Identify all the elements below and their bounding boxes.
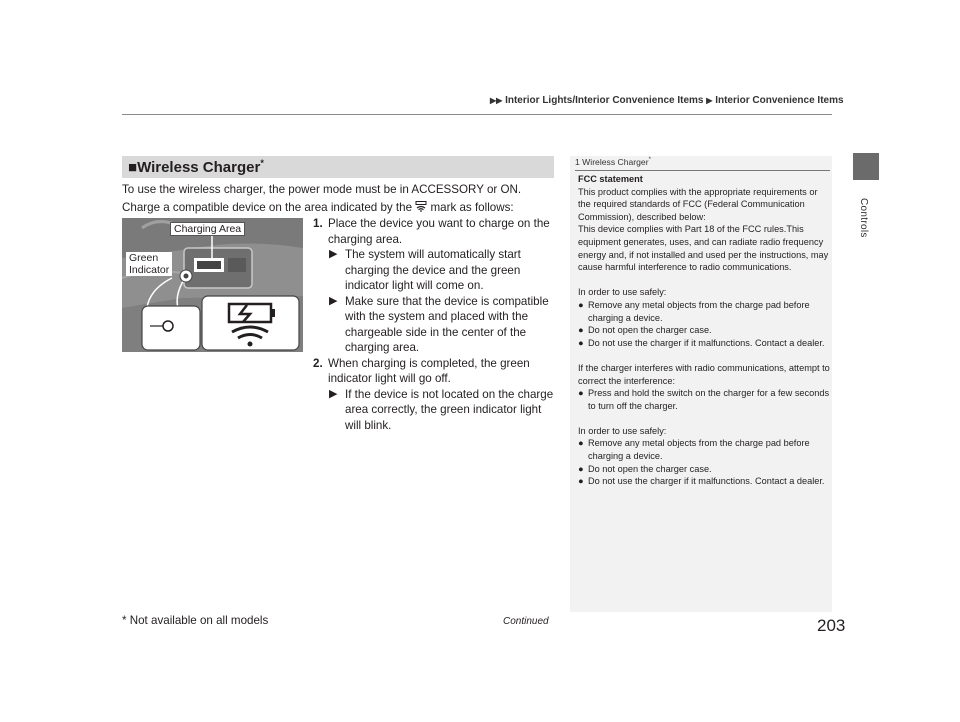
safety-title-1: In order to use safely: — [578, 287, 667, 298]
fcc-text: This product complies with the appropriate requirements or the required standards of FCC (Federal Communication Commission), described below: — [578, 186, 818, 222]
callout-charging-area: Charging Area — [170, 222, 245, 236]
continued-label: Continued — [503, 616, 549, 627]
breadcrumb-item-parent[interactable]: Interior Lights/Interior Convenience Items — [505, 95, 704, 106]
asterisk-mark: * — [260, 158, 264, 168]
bullet-icon: ● — [578, 299, 584, 310]
breadcrumb — [490, 95, 844, 106]
arrow-right-icon: ▶ — [329, 387, 338, 400]
arrow-right-icon: ▶ — [329, 248, 338, 260]
list-item: ● Do not use the charger if it malfunctions. Contact a dealer. — [578, 337, 825, 348]
fcc-title: FCC statement — [578, 174, 643, 184]
step-1-note-1: ▶ The system will automatically start charging the device and the green indicator light will come on. — [329, 248, 521, 292]
bullet-icon: ● — [578, 337, 584, 348]
bullet-icon: ● — [578, 476, 584, 487]
charger-illustration — [122, 218, 303, 352]
note-panel-body — [578, 173, 830, 488]
footnote: * Not available on all models — [122, 614, 269, 627]
safety-title-2: In order to use safely: — [578, 425, 667, 436]
list-item: ● Remove any metal objects from the charge pad before charging a device. — [578, 438, 810, 462]
part18-text: This device complies with Part 18 of the FCC rules.This equipment generates, uses, and can radiate radio frequency energy and, if not installed and used per the instructions, may cause harmful interference to radio communications. — [578, 224, 829, 273]
step-1: 1. Place the device you want to charge on the charging area. — [313, 217, 550, 246]
callout-green-indicator: Green Indicator — [126, 252, 172, 276]
intro-text-1: To use the wireless charger, the power mode must be in ACCESSORY or ON. — [122, 183, 522, 196]
square-bullet-icon: ■ — [128, 159, 138, 176]
triangle-right-icon: ▶ — [706, 96, 713, 105]
charger-console-diagram — [122, 218, 303, 352]
double-triangle-icon: ▶▶ — [490, 96, 503, 105]
chapter-label[interactable]: Controls — [858, 198, 869, 238]
list-item: ● Press and hold the switch on the charger for a few seconds to turn off the charger. — [578, 388, 830, 411]
list-item: ● Do not open the charger case. — [578, 325, 712, 336]
page-number: 203 — [817, 616, 846, 635]
chapter-tab — [853, 153, 879, 180]
note-number: 1 — [575, 157, 580, 167]
header-rule — [122, 114, 832, 115]
intro-text-2: Charge a compatible device on the area indicated by the mark as follows: — [122, 201, 514, 214]
step-1-note-2: ▶ Make sure that the device is compatible with the system and placed with the chargeable side in the center of the charging area. — [329, 294, 549, 354]
interference-text: If the charger interferes with radio communications, attempt to correct the interference: — [578, 362, 830, 386]
note-panel-rule — [575, 170, 830, 171]
wireless-charge-mark-icon — [415, 201, 427, 212]
step-2: 2. When charging is completed, the green indicator light will go off. — [313, 356, 530, 385]
step-2-note-1: ▶ If the device is not located on the charge area correctly, the green indicator light will blink. — [329, 387, 554, 432]
bullet-icon: ● — [578, 438, 584, 449]
list-item: ● Do not open the charger case. — [578, 463, 712, 474]
arrow-right-icon: ▶ — [329, 294, 338, 307]
section-title-bar — [122, 156, 554, 178]
list-item: ● Remove any metal objects from the charge pad before charging a device. — [578, 299, 810, 323]
bullet-icon: ● — [578, 325, 584, 336]
list-item: ● Do not use the charger if it malfunctions. Contact a dealer. — [578, 476, 825, 487]
bullet-icon: ● — [578, 463, 584, 474]
bullet-icon: ● — [578, 388, 584, 399]
section-title: ■Wireless Charger* — [128, 158, 264, 176]
instruction-steps — [313, 216, 558, 433]
breadcrumb-item-current[interactable]: Interior Convenience Items — [715, 95, 844, 106]
note-panel-heading: 1 Wireless Charger* — [575, 157, 651, 167]
